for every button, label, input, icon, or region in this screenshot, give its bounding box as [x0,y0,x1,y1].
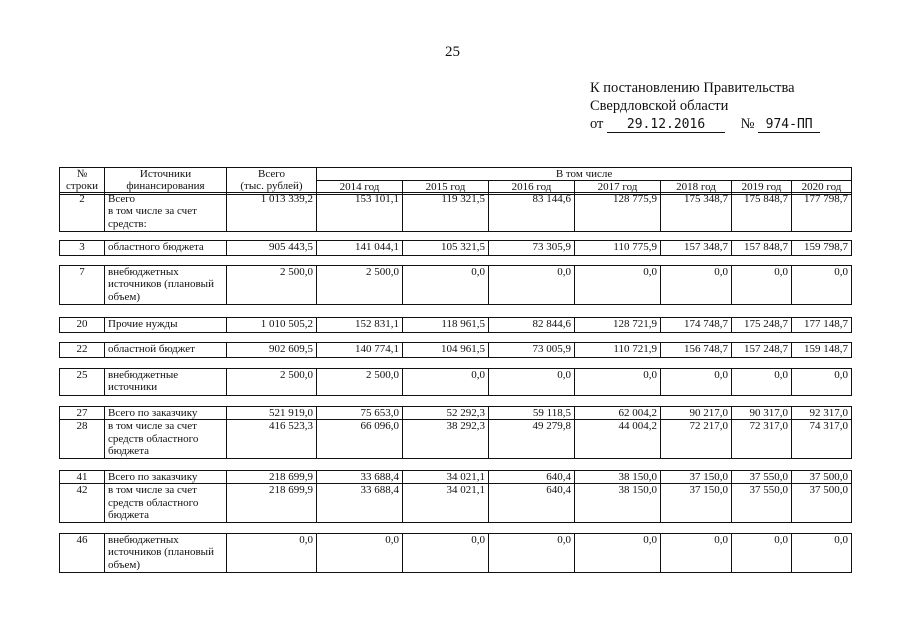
row-source: областного бюджета [105,241,227,256]
table-header [59,167,852,195]
row-year-value: 72 317,0 [732,420,792,459]
row-year-value: 0,0 [575,266,661,305]
page-number: 25 [445,44,460,60]
row-source: областной бюджет [105,343,227,358]
table-row [60,534,852,573]
row-year-value: 157 848,7 [732,241,792,256]
from-label: от [590,116,604,132]
table-row [60,318,852,333]
row-year-value: 0,0 [489,369,575,396]
header-year: 2019 год [732,181,792,194]
table-row [60,266,852,305]
row-year-value: 0,0 [732,266,792,305]
row-year-value: 110 775,9 [575,241,661,256]
table-row [60,193,852,232]
table-block [59,265,852,305]
row-source: Всего по заказчику [105,471,227,484]
row-year-value: 0,0 [403,266,489,305]
row-number: 41 [60,471,105,484]
row-year-value: 119 321,5 [403,193,489,232]
row-number: 27 [60,407,105,420]
resolution-number: 974-ПП [758,117,820,133]
row-source: Прочие нужды [105,318,227,333]
row-year-value: 159 798,7 [792,241,852,256]
row-year-value: 128 721,9 [575,318,661,333]
table-block [59,240,852,256]
header-source: Источники финансирования [105,168,227,195]
table-row [60,241,852,256]
row-number: 3 [60,241,105,256]
row-year-value: 82 844,6 [489,318,575,333]
table-row [60,407,852,420]
row-year-value: 37 150,0 [661,484,732,523]
row-total: 2 500,0 [227,266,317,305]
row-year-value: 159 148,7 [792,343,852,358]
row-total: 218 699,9 [227,484,317,523]
header-including: В том числе [317,168,852,181]
row-year-value: 73 005,9 [489,343,575,358]
row-total: 1 013 339,2 [227,193,317,232]
row-year-value: 157 248,7 [732,343,792,358]
row-year-value: 37 500,0 [792,471,852,484]
row-year-value: 118 961,5 [403,318,489,333]
row-number: 25 [60,369,105,396]
row-year-value: 73 305,9 [489,241,575,256]
header-line-2: Свердловской области [590,98,729,114]
row-year-value: 52 292,3 [403,407,489,420]
header-date-line [590,115,900,133]
row-year-value: 0,0 [575,369,661,396]
row-year-value: 2 500,0 [317,266,403,305]
table-block [59,317,852,333]
table-block [59,368,852,396]
row-year-value: 0,0 [489,534,575,573]
row-year-value: 175 248,7 [732,318,792,333]
row-year-value: 0,0 [732,369,792,396]
table-block [59,342,852,358]
row-total: 902 609,5 [227,343,317,358]
table-row [60,343,852,358]
row-year-value: 34 021,1 [403,484,489,523]
row-number: 7 [60,266,105,305]
row-year-value: 640,4 [489,471,575,484]
row-year-value: 75 653,0 [317,407,403,420]
row-total: 2 500,0 [227,369,317,396]
header-year: 2016 год [489,181,575,194]
row-year-value: 640,4 [489,484,575,523]
row-year-value: 177 798,7 [792,193,852,232]
row-source: в том числе за счет средств областного бюджета [105,484,227,523]
table-row [60,369,852,396]
row-number: 22 [60,343,105,358]
row-total: 416 523,3 [227,420,317,459]
row-year-value: 38 150,0 [575,484,661,523]
row-year-value: 90 317,0 [732,407,792,420]
row-year-value: 0,0 [403,534,489,573]
row-year-value: 83 144,6 [489,193,575,232]
row-number: 28 [60,420,105,459]
row-year-value: 105 321,5 [403,241,489,256]
row-source: внебюджетных источников (плановый объем) [105,266,227,305]
header-total: Всего (тыс. рублей) [227,168,317,195]
table-row [60,471,852,484]
row-year-value: 110 721,9 [575,343,661,358]
row-source: внебюджетные источники [105,369,227,396]
header-row-number: № строки [60,168,105,195]
row-year-value: 153 101,1 [317,193,403,232]
row-year-value: 175 348,7 [661,193,732,232]
row-year-value: 156 748,7 [661,343,732,358]
resolution-header [590,79,900,133]
row-year-value: 0,0 [489,266,575,305]
row-year-value: 174 748,7 [661,318,732,333]
row-year-value: 62 004,2 [575,407,661,420]
row-year-value: 152 831,1 [317,318,403,333]
row-year-value: 0,0 [792,369,852,396]
row-year-value: 38 292,3 [403,420,489,459]
row-year-value: 37 500,0 [792,484,852,523]
header-year: 2020 год [792,181,852,194]
table-row [60,484,852,523]
table-block [59,192,852,232]
row-year-value: 0,0 [575,534,661,573]
row-year-value: 0,0 [317,534,403,573]
row-total: 0,0 [227,534,317,573]
row-year-value: 0,0 [792,266,852,305]
row-total: 521 919,0 [227,407,317,420]
row-number: 2 [60,193,105,232]
row-year-value: 37 550,0 [732,471,792,484]
row-year-value: 157 348,7 [661,241,732,256]
row-year-value: 38 150,0 [575,471,661,484]
row-year-value: 72 217,0 [661,420,732,459]
number-label: № [740,116,755,132]
row-year-value: 0,0 [792,534,852,573]
row-year-value: 37 550,0 [732,484,792,523]
row-total: 1 010 505,2 [227,318,317,333]
row-year-value: 44 004,2 [575,420,661,459]
header-year: 2015 год [403,181,489,194]
row-year-value: 0,0 [403,369,489,396]
row-year-value: 37 150,0 [661,471,732,484]
row-year-value: 175 848,7 [732,193,792,232]
header-year: 2017 год [575,181,661,194]
resolution-date: 29.12.2016 [607,117,725,133]
row-year-value: 59 118,5 [489,407,575,420]
row-year-value: 177 148,7 [792,318,852,333]
header-year: 2018 год [661,181,732,194]
row-year-value: 2 500,0 [317,369,403,396]
row-number: 42 [60,484,105,523]
row-year-value: 140 774,1 [317,343,403,358]
row-source: внебюджетных источников (плановый объем) [105,534,227,573]
row-source: в том числе за счет средств областного бюджета [105,420,227,459]
row-year-value: 0,0 [661,266,732,305]
row-year-value: 92 317,0 [792,407,852,420]
row-year-value: 0,0 [661,369,732,396]
row-year-value: 0,0 [661,534,732,573]
row-year-value: 141 044,1 [317,241,403,256]
row-year-value: 66 096,0 [317,420,403,459]
row-number: 46 [60,534,105,573]
table-row [60,420,852,459]
row-year-value: 33 688,4 [317,471,403,484]
row-year-value: 128 775,9 [575,193,661,232]
row-year-value: 33 688,4 [317,484,403,523]
row-year-value: 49 279,8 [489,420,575,459]
row-number: 20 [60,318,105,333]
row-year-value: 0,0 [732,534,792,573]
row-year-value: 90 217,0 [661,407,732,420]
header-year: 2014 год [317,181,403,194]
row-year-value: 104 961,5 [403,343,489,358]
header-line-1: К постановлению Правительства [590,80,795,96]
row-source: Всего в том числе за счет средств: [105,193,227,232]
table-block [59,470,852,523]
table-block [59,406,852,459]
row-year-value: 74 317,0 [792,420,852,459]
row-source: Всего по заказчику [105,407,227,420]
row-total: 905 443,5 [227,241,317,256]
row-year-value: 34 021,1 [403,471,489,484]
table-block [59,533,852,573]
row-total: 218 699,9 [227,471,317,484]
